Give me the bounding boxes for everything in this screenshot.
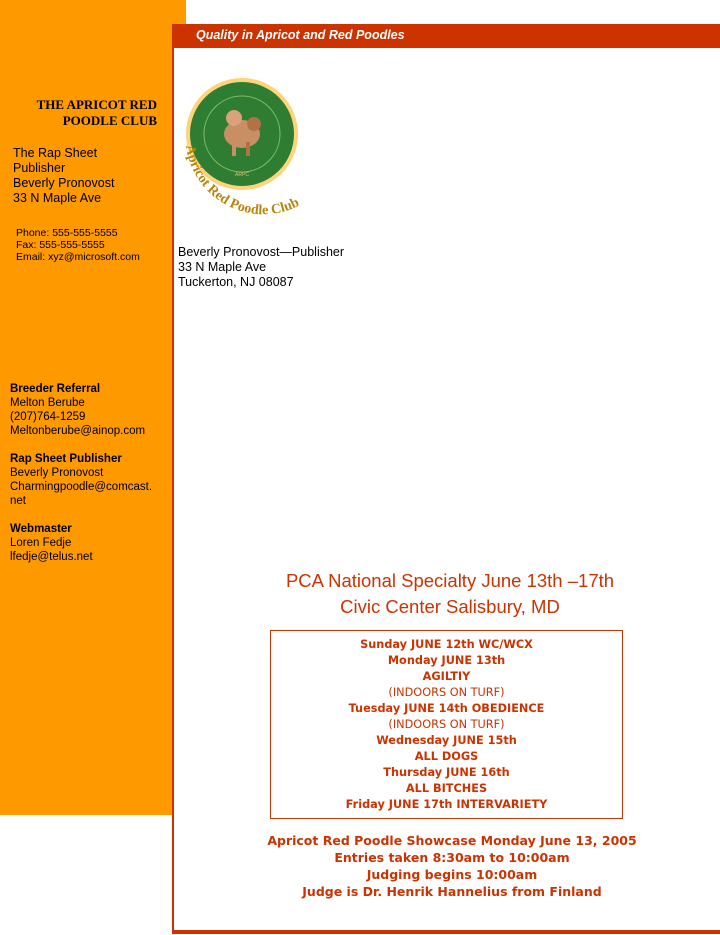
publisher-line: Tuckerton, NJ 08087 bbox=[178, 275, 294, 289]
schedule-line: AGILTIY bbox=[422, 670, 471, 683]
contact-name: Melton Berube bbox=[10, 397, 85, 409]
contact-name: Beverly Pronovost bbox=[10, 467, 104, 479]
logo-arc-textpath: Apricot Red Poodle Club bbox=[181, 143, 302, 219]
address-line: Publisher bbox=[13, 161, 66, 175]
sidebar-contact bbox=[16, 227, 140, 263]
section-heading: Webmaster bbox=[10, 523, 72, 535]
contact-phone: (207)764-1259 bbox=[10, 411, 86, 423]
club-title bbox=[14, 97, 157, 129]
header-banner bbox=[172, 24, 720, 46]
address-line: 33 N Maple Ave bbox=[13, 191, 102, 205]
fax-text: Fax: 555-555-5555 bbox=[16, 239, 105, 251]
schedule-line: Friday JUNE 17th INTERVARIETY bbox=[345, 798, 548, 811]
club-title-line2: POODLE CLUB bbox=[62, 113, 157, 128]
showcase-line: Entries taken 8:30am to 10:00am bbox=[334, 850, 570, 865]
showcase-line: Judging begins 10:00am bbox=[366, 867, 538, 882]
publisher-info bbox=[178, 245, 344, 290]
event-title bbox=[182, 568, 718, 620]
poodle-head-2 bbox=[247, 117, 261, 131]
event-title-line1: PCA National Specialty June 13th –17th bbox=[285, 570, 615, 591]
schedule-line: Sunday JUNE 12th WC/WCX bbox=[360, 638, 533, 651]
phone-text: Phone: 555-555-5555 bbox=[16, 227, 118, 239]
club-logo-image bbox=[176, 76, 346, 236]
poodle-leg bbox=[232, 142, 236, 156]
schedule-line: ALL DOGS bbox=[414, 750, 479, 763]
contact-email-link[interactable]: Meltonberube@ainop.com bbox=[10, 425, 146, 437]
showcase-line: Judge is Dr. Henrik Hannelius from Finland bbox=[302, 884, 602, 899]
schedule-line: Monday JUNE 13th bbox=[387, 654, 506, 667]
contact-email-link[interactable]: Charmingpoodle@comcast. bbox=[10, 481, 153, 493]
contact-name: Loren Fedje bbox=[10, 537, 72, 549]
sidebar-top-extension bbox=[172, 0, 186, 24]
webmaster-section bbox=[10, 522, 170, 564]
schedule-box bbox=[270, 630, 623, 819]
contact-email-link-cont[interactable]: net bbox=[10, 495, 26, 507]
schedule-line: ALL BITCHES bbox=[405, 782, 488, 795]
club-title-line1: THE APRICOT RED bbox=[36, 97, 157, 112]
poodle-head bbox=[226, 110, 242, 126]
email-text[interactable]: Email: xyz@microsoft.com bbox=[16, 251, 140, 263]
schedule-line: (INDOORS ON TURF) bbox=[388, 686, 505, 699]
schedule-line: Thursday JUNE 16th bbox=[383, 766, 510, 779]
section-heading: Breeder Referral bbox=[10, 383, 101, 395]
event-title-line2: Civic Center Salisbury, MD bbox=[340, 596, 560, 617]
club-logo bbox=[176, 76, 346, 236]
sidebar-address bbox=[13, 146, 114, 206]
showcase-info bbox=[182, 832, 720, 900]
poodle-leg bbox=[246, 142, 250, 156]
publisher-line: Beverly Pronovost—Publisher bbox=[178, 245, 345, 259]
schedule-list bbox=[271, 637, 622, 813]
showcase-line: Apricot Red Poodle Showcase Monday June 13, 2005 bbox=[267, 833, 637, 848]
address-line: Beverly Pronovost bbox=[13, 176, 115, 190]
contact-email-link[interactable]: lfedje@telus.net bbox=[10, 551, 93, 563]
breeder-referral-section bbox=[10, 382, 170, 438]
publisher-line: 33 N Maple Ave bbox=[178, 260, 267, 274]
schedule-line: Tuesday JUNE 14th OBEDIENCE bbox=[348, 702, 545, 715]
address-line: The Rap Sheet bbox=[13, 146, 98, 160]
section-heading: Rap Sheet Publisher bbox=[10, 453, 122, 465]
schedule-line: (INDOORS ON TURF) bbox=[388, 718, 505, 731]
schedule-line: Wednesday JUNE 15th bbox=[376, 734, 517, 747]
publisher-section bbox=[10, 452, 170, 508]
logo-inner-text: ARPC bbox=[235, 172, 249, 178]
banner-tagline: Quality in Apricot and Red Poodles bbox=[196, 28, 405, 42]
